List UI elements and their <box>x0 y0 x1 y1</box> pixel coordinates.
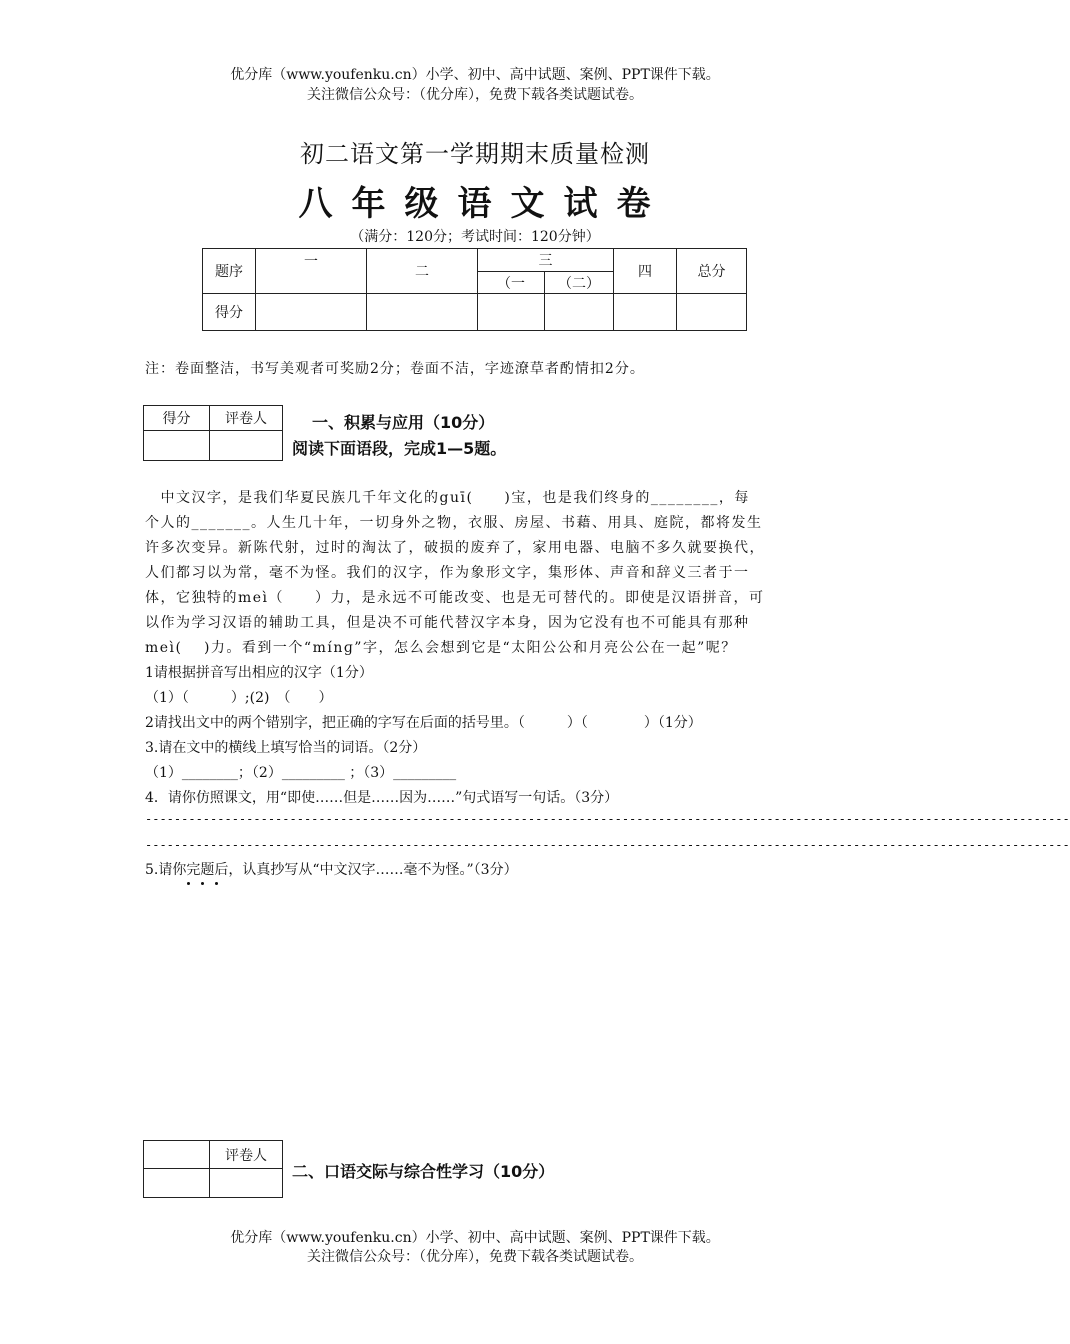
box-reviewer-cell[interactable] <box>210 1169 283 1198</box>
box-score-cell[interactable] <box>144 1141 210 1169</box>
header-line-2: 关注微信公众号：（优分库），免费下载各类试题试卷。 <box>307 87 643 103</box>
passage-line: 体，它独特的meì（ ）力，是永远不可能改变、也是无可替代的。即使是汉语拼音，可 <box>145 590 765 606</box>
question-4: 4．请你仿照课文，用“即使……但是……因为……”句式语写一句话。（3分） <box>145 790 619 806</box>
col-2: 二 <box>367 249 478 294</box>
score-cell[interactable] <box>677 294 747 331</box>
row-label-score: 得分 <box>203 294 256 331</box>
emphasis-dot <box>215 882 218 885</box>
reading-passage <box>145 486 815 661</box>
section1-heading: 一、积累与应用（10分） <box>312 413 495 432</box>
header-line-1: 优分库（www.youfenku.cn）小学、初中、高中试题、案例、PPT课件下载。 <box>230 67 720 83</box>
col-3: 三 <box>478 249 614 272</box>
passage-line: 人们都习以为常，毫不为怪。我们的汉字，作为象形文字，集形体、声音和辞义三者于一 <box>145 565 750 581</box>
section2-heading: 二、口语交际与综合性学习（10分） <box>292 1162 555 1181</box>
passage-line: 以作为学习汉语的辅助工具，但是决不可能代替汉字本身，因为它没有也不可能具有那种 <box>145 615 750 631</box>
exam-info: （满分：120分；考试时间：120分钟） <box>350 229 600 245</box>
score-table <box>202 248 747 331</box>
question-3: 3.请在文中的横线上填写恰当的词语。（2分） <box>145 740 427 756</box>
box-score-cell[interactable] <box>144 431 210 461</box>
passage-line: 许多次变异。新陈代射，过时的淘汰了，破损的废弃了，家用电器、电脑不多久就要换代， <box>145 540 765 556</box>
section2-grader-box <box>143 1140 283 1198</box>
box-reviewer-label: 评卷人 <box>210 406 283 431</box>
box-score-label: 得分 <box>144 406 210 431</box>
grading-note: 注：卷面整洁，书写美观者可奖励2分；卷面不洁，字迹潦草者酌情扣2分。 <box>145 361 645 377</box>
box-reviewer-label: 评卷人 <box>210 1141 283 1169</box>
question-3-answer: （1）________；（2）_________ ；（3）_________ <box>145 765 457 781</box>
exam-subtitle: 八年级语文试卷 <box>298 184 670 224</box>
footer-line-2: 关注微信公众号：（优分库），免费下载各类试题试卷。 <box>307 1249 643 1265</box>
box-score-cell[interactable] <box>144 1169 210 1198</box>
question-2: 2请找出文中的两个错别字，把正确的字写在后面的括号里。（ ）（ ）（1分） <box>145 715 702 731</box>
col-1: 一 <box>256 249 367 294</box>
answer-line[interactable]: -------------------------------------------------------------------------------------------------------------------------------- <box>145 812 1070 826</box>
col-4: 四 <box>614 249 677 294</box>
questions-block <box>145 661 815 811</box>
col-3b: （二） <box>545 272 614 294</box>
section1-grader-box <box>143 405 283 461</box>
passage-line: 中文汉字，是我们华夏民族几千年文化的guī( )宝，也是我们终身的________，每 <box>145 490 750 506</box>
question-5: 5.请你完题后，认真抄写从“中文汉字……毫不为怪。”（3分） <box>145 862 518 878</box>
emphasis-dot <box>187 882 190 885</box>
question-1-answer: （1）（ ）;(2) （ ） <box>145 690 333 706</box>
section1-subheading: 阅读下面语段，完成1—5题。 <box>292 439 507 458</box>
score-cell[interactable] <box>478 294 545 331</box>
question-1: 1请根据拼音写出相应的汉字（1分） <box>145 665 373 681</box>
passage-line: 个人的_______。人生几十年，一切身外之物，衣服、房屋、书藉、用具、庭院，都将发生 <box>145 515 763 531</box>
score-cell[interactable] <box>614 294 677 331</box>
footer-line-1: 优分库（www.youfenku.cn）小学、初中、高中试题、案例、PPT课件下载。 <box>230 1230 720 1246</box>
row-label-order: 题序 <box>203 249 256 294</box>
answer-line[interactable]: -------------------------------------------------------------------------------------------------------------------------------- <box>145 838 1070 852</box>
score-cell[interactable] <box>367 294 478 331</box>
box-reviewer-cell[interactable] <box>210 431 283 461</box>
col-total: 总分 <box>677 249 747 294</box>
score-cell[interactable] <box>545 294 614 331</box>
exam-title: 初二语文第一学期期末质量检测 <box>300 140 650 168</box>
emphasis-dot <box>201 882 204 885</box>
score-cell[interactable] <box>256 294 367 331</box>
col-3a: （一 <box>478 272 545 294</box>
passage-line: meì( )力。看到一个“mínɡ”字，怎么会想到它是“太阳公公和月亮公公在一起”呢？ <box>145 640 737 656</box>
